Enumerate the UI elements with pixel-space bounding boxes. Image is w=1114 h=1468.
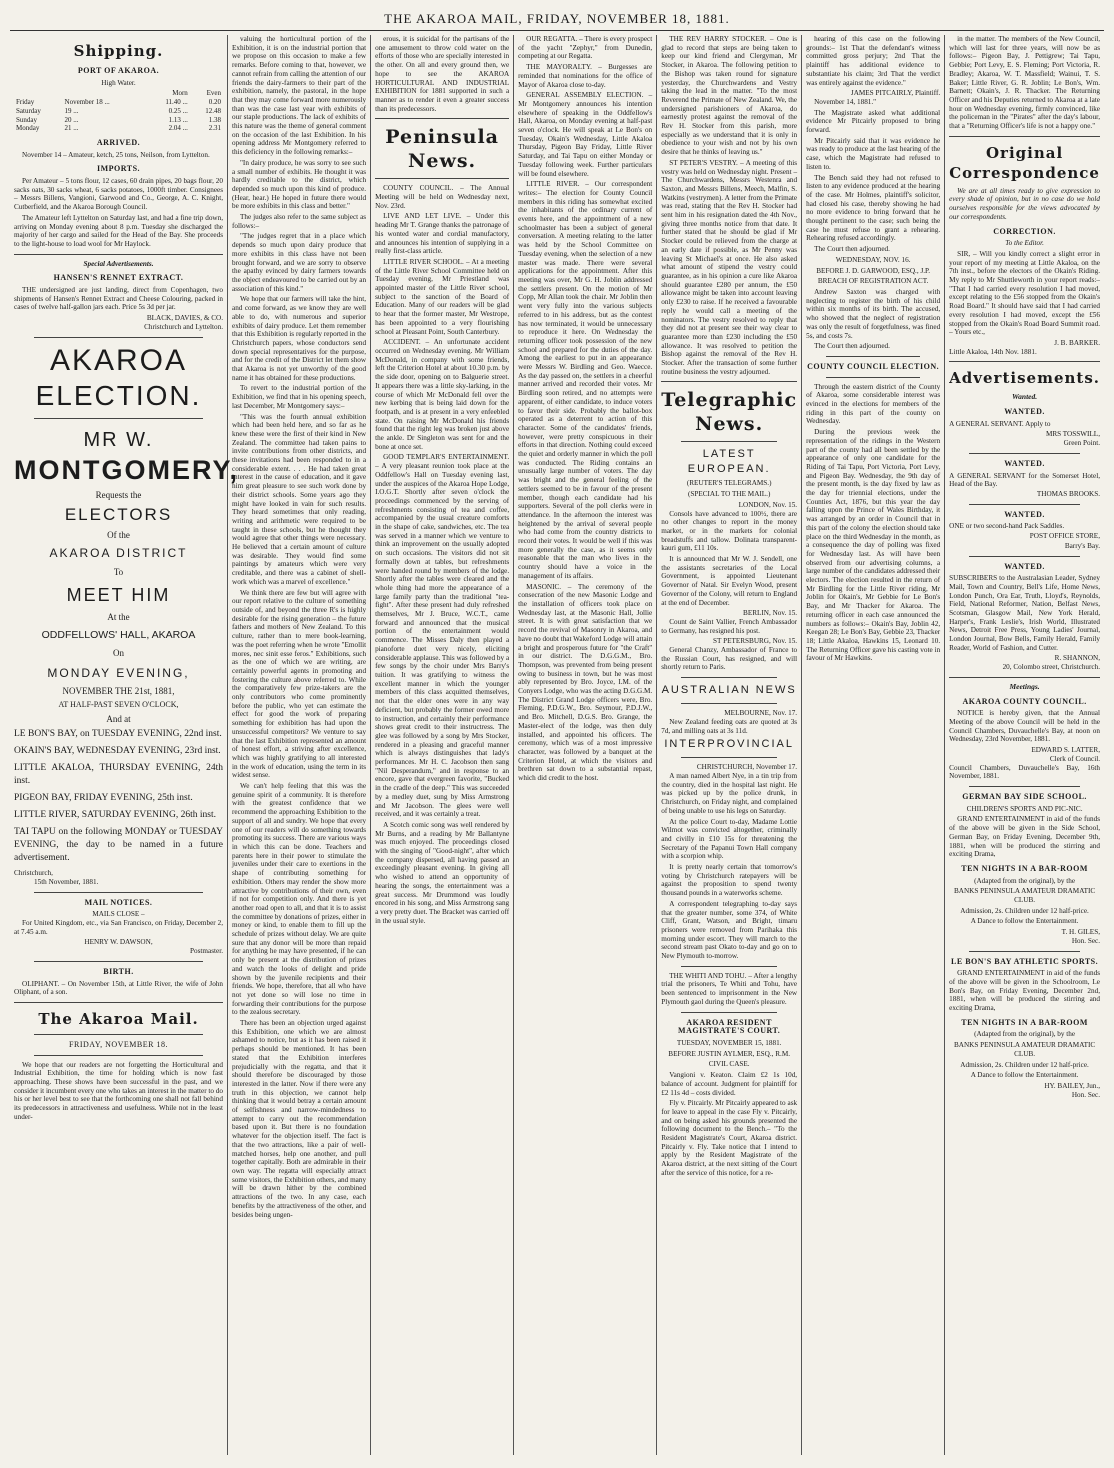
dateline: MELBOURNE, Nov. 17. [724, 709, 798, 718]
lebons-heading: LE BON'S BAY ATHLETIC SPORTS. [951, 956, 1099, 966]
news-item: LITTLE RIVER SCHOOL. – At a meeting of the Little River School Committee held on Tuesday evening, Mr Priestland was appointed master of the Little River school, subject to the sanction of the Board of Education. Many of our readers will be glad to hear that the former master, Mr Westrope, has been appointed to a very flourishing school at Pleasant Point, South Canterbury. [375, 257, 510, 336]
court-text: November 14, 1881." [814, 97, 877, 106]
peninsula-news-heading: Peninsula News. [385, 126, 499, 173]
divider [681, 441, 777, 442]
divider [681, 677, 777, 678]
advert-sign-place: Barry's Bay. [1064, 541, 1100, 550]
arrived-text: November 14 – Amateur, ketch, 25 tons, Neilson, from Lyttelton. [22, 150, 210, 159]
council-heading: AKAROA COUNTY COUNCIL. [962, 696, 1087, 706]
correction-sign: J. B. BARKER. [1054, 338, 1100, 347]
advert-heading: WANTED. [1004, 407, 1045, 417]
telegram-text: THE WHITI AND TOHU. – After a lengthy trial the prisoners, Te Whiti and Tohu, have been sentenced to imprisonment in the New Plymouth gaol during the Queen's pleasure. [661, 971, 798, 1006]
article-paragraph: There has been an objection urged against this Exhibition, one which we are almost ashamed to notice, but as it has been raised it perhaps should be mentioned. It has been stated that the Exhibition interferes prejudicially with the regatta, and that it should therefore be discouraged by those interested in the latter. Now if there were any truth in this objection, we cannot help thinking that it would betray a certain amount of selfishness and narrow-mindedness to attempt to carry out the recommendation based upon it. But there is no foundation whatever for the objection itself. The fact is that the two attractions, like a pair of well-matched horses, help one another, and pull together capitally. Both are admirable in their own way. The regatta will especially attract some visitors, the Exhibition others, and many will be drawn hither by the combined attractions of the two. In any case, each benefits by the attractiveness of the other, and besides being ungen- [232, 1019, 367, 1219]
special-ads-heading: Special Advertisements. [83, 259, 154, 268]
interprovincial-heading: INTERPROVINCIAL [664, 738, 794, 751]
hansen-text: THE undersigned are just landing, direct from Copenhagen, two shipments of Hansen's Rennet Extract and Cheese Colouring, packed in cases of twelve half-gallon jars each. Price 5s 3d per jar. [14, 286, 223, 312]
birth-text: OLIPHANT. – On November 15th, at Little River, the wife of John Oliphant, of a son. [14, 979, 223, 997]
chch-place: Christchurch, [14, 869, 53, 878]
and-at-text: And at [106, 713, 131, 724]
district-heading: AKAROA DISTRICT [49, 545, 188, 560]
hall-text: ODDFELLOWS' HALL, AKAROA [41, 629, 196, 642]
article-paragraph: valuing the horticultural portion of the Exhibition, it is on the industrial portion that we propose on this occasion to make a few remarks. Before coming to that, however, we cannot refrain from calling the attention of our friends the dairy-farmers to their part of the exhibition, namely, the pastoral, in the hope that they may come forward more numerously than was the case last year with exhibits of our staple productions. The lack of exhibits of this nature was the theme of general comment on the occasion of the last Exhibition. In his opening address Mr Montgomery referred to this deficiency in the following remarks:– [232, 35, 367, 157]
correspondence-disclaimer: We are at all times ready to give expression to every shade of opinion, but in no case do we hold ourselves responsible for the views advocated by our correspondents. [949, 186, 1100, 221]
divider [34, 337, 203, 338]
article-paragraph: We can't help feeling that this was the genuine spirit of a community. It is therefore with the greatest confidence that we recommend the approaching Exhibition to the support of all and sundry. We hope that every one of our readers will do something towards promoting its success. There are various ways in which this can be done. Teachers and parents here in their power to stimulate the juveniles under their care to exertions in the shape of contributing something for exhibition. Others may render the show more attractive by contributions of their own, even if not for competition only. And there is yet another road open to all, and that it is to assist the committee by donations of prizes, either in money or kind, to enable them to fill up the schedule of prizes without delay. We are quite sure that any donor will be more than repaid for anything he may have presented, if he can only be present at the distribution of prizes and watch the looks of delight and pride shown by the juvenile recipients and their friends. We hope, therefore, that all who have not yet done so will lose no time in forwarding their contributions for the purpose to the zealous secretary. [232, 782, 367, 1017]
wednesday-heading: WEDNESDAY, NOV. 16. [835, 255, 911, 264]
divider [34, 418, 203, 419]
news-item: GENERAL ASSEMBLY ELECTION. – Mr Montgomery announces his intention elsewhere of speaking in the Oddfellow's Hall, Akaroa, on Monday evening at half-past seven o'clock. He will speak at Le Bon's on Tuesday, Okain's Wednesday, Little Akaloa Thursday, Pigeon Bay Friday, Little River Saturday, and Tai Tapu on either Monday or Tuesday following week. Further particulars will be found elsewhere. [518, 91, 653, 178]
news-item: ST PETER'S VESTRY. – A meeting of this vestry was held on Wednesday night. Present – The Churchwardens, Messrs Westenra and Saxton, and Messrs Billens, Meech, Malfin, S. Watkins (vestrymen). A letter from the Primate was read, stating that the Rev H. Stocker had sent him in his resignation dated the 4th Nov., giving three months notice from that date. It further stated that he should be glad if Mr Stocker could be relieved from the charge at an early date if possible, as Mr Penny was leaving St Michael's at once. He also asked what amount of stipend the vestry could guarantee, as in his opinion a cure like Akaroa should guarantee £280 per annum, the £50 allowance might be taken into account leaving only £230 to raise. If he received a favourable reply he would call a meeting of the nominators. The vestry resolved to reply that they did not at present see their way clear to guarantee more than £230 including the £50 allowance. It was resolved to petition the Bishop against the removal of the Rev H. Stocker. After the transaction of some further routine business the vestry adjourned. [661, 158, 798, 376]
council-place: Council Chambers, Duvauchelle's Bay, 16th November, 1881. [949, 763, 1100, 781]
date-text: NOVEMBER THE 21st, 1881, [62, 686, 175, 697]
court-text: Vangioni v. Keaton. Claim £2 1s 10d, balance of account. Judgment for plaintiff for £2 11s 4d – costs divided. [661, 1071, 798, 1097]
breach-heading: BREACH OF REGISTRATION ACT. [817, 277, 929, 286]
divider [826, 356, 920, 357]
county-text: in the matter. The members of the New Council, which will last for three years, will now be as follows:– Pigeon Bay, J. Pettigrew; Tai Tapu, Gebbie; Port Levy, E. S. Fleming; Port Victoria, R. Bradley; Akaroa, W. T. Massfield; Wainui, T. S. Baker; Little River, G. R. Joblin; Le Bon's, Wm. Barnett; Okain's, J. R. Thacker. The Returning Officer and his Deputies returned to Akaroa at a late hour on Wednesday evening, firmly convinced, like the policeman in the "Pirates" after the day's labour, that a "Returning Officer's life is not a happy one." [949, 35, 1100, 131]
divider [969, 786, 1080, 787]
school-text: GRAND ENTERTAINMENT in aid of the funds of the above will be given in the Side School, German Bay, on Friday Evening, December 9th, 1881, when will be produced the stirring and exciting Drama, [949, 815, 1100, 859]
advert-heading: WANTED. [1004, 458, 1045, 468]
adapted-text: (Adapted from the original), by the [974, 1030, 1076, 1039]
editorial-date: FRIDAY, NOVEMBER 18. [69, 1039, 168, 1049]
club-name: BANKS PENINSULA AMATEUR DRAMATIC CLUB. [954, 887, 1096, 905]
council-sign: EDWARD S. LATTER, [1031, 746, 1100, 755]
column-3 [371, 35, 514, 1455]
breach-text: Andrew Saxton was charged with neglecting to register the birth of his child within six months of its birth. The accused, who showed that the neglect of registration was only the result of forgetfulness, was fined 5s, and costs 7s. [806, 287, 941, 340]
news-item: THE REV HARRY STOCKER. – One is glad to record that steps are being taken to keep our kind friend and Clergyman, Mr Stocker, in Akaroa. The following petition to the Bishop was taken round for signature yesterday, the Churchwardens and Vestry taking the lead in the matter. "To the most Reverend the Primate of New Zealand. We, the undersigned parishioners of Akaroa, do earnestly protest against the removal of the Rev H. Stocker from this parish, more especially as we understand that it is only in obedience to your wish and not by his own desire that he thinks of leaving us." [661, 35, 798, 157]
news-item: LIVE AND LET LIVE. – Under this heading Mr T. Grange thanks the patronage of his wonted water and cordial manufactory, and announces his intention of supplying in a really first-class article. [375, 212, 510, 256]
divider [969, 556, 1080, 557]
county-election-heading: COUNTY COUNCIL ELECTION. [807, 361, 940, 371]
latest-european-heading: LATEST EUROPEAN. [687, 448, 771, 476]
special-label: (SPECIAL TO THE MAIL.) [687, 490, 771, 499]
telegram-text: New Zealand feeding oats are quoted at 3s 7d, and milling oats at 3s 11d. [661, 717, 798, 735]
dateline: LONDON, Nov. 15. [738, 500, 798, 509]
to-editor: To the Editor. [1005, 239, 1044, 248]
montgomery-heading: MONTGOMERY, [14, 454, 240, 485]
article-paragraph: To revert to the industrial portion of the Exhibition, we find that in his opening speech, last December, Mr Montgomery says:– [232, 384, 367, 410]
news-item: A Scotch comic song was well rendered by Mr Burns, and a reading by Mr Ballantyne was much enjoyed. The proceedings closed with the singing of "Good-night", after which the company dispersed, all having passed an exceedingly pleasant evening. In giving all who wished to attend an opportunity of hearing the songs, the entertainment was a great success. Mr Drummond was loudly encored in his song, and Miss Armstrong sang a very pretty duet. The Bracket was carried off in the usual style. [375, 820, 510, 925]
masthead: THE AKAROA MAIL, FRIDAY, NOVEMBER 18, 1881. [10, 8, 1104, 31]
divider [34, 1034, 203, 1035]
wanted-section-heading: Wanted. [1012, 392, 1038, 402]
divider [949, 677, 1100, 678]
tide-col-morn: Morn [172, 89, 188, 98]
correction-heading: CORRECTION. [993, 226, 1056, 236]
admission-text: Admission, 2s. Children under 12 half-price. [960, 1060, 1089, 1069]
advert [949, 408, 1100, 448]
divider [14, 254, 223, 255]
editorial-text: We hope that our readers are not forgetting the Horticultural and Industrial Exhibition, the time for holding which is now fast approaching. These shows have been successful in the past, and we consider it incumbent every one who takes an interest in the matter to do his or her level best to see that the forthcoming one shall not fall behind its predecessors in attractiveness and usefulness. While not in the least under- [14, 1060, 223, 1121]
column-4 [514, 35, 657, 1455]
court-sign: JAMES PITCAIRLY, Plaintiff. [850, 89, 941, 98]
tide-row: Monday 21 ... 2.04 ... 2.31 [16, 124, 221, 133]
hansen-heading: HANSEN'S RENNET EXTRACT. [53, 273, 184, 283]
tide-row: Sunday 20 ... 1.13 ... 1.38 [16, 115, 221, 124]
australian-news-heading: AUSTRALIAN NEWS [661, 684, 797, 697]
dateline: ST PETERSBURG, Nov. 15. [713, 637, 798, 646]
election-heading: ELECTION. [35, 379, 202, 411]
bar-room-title: TEN NIGHTS IN A BAR-ROOM [961, 1017, 1088, 1027]
school-heading: GERMAN BAY SIDE SCHOOL. [962, 792, 1087, 801]
tide-table [14, 89, 223, 133]
advert-body: A GENERAL SERVANT for the Somerset Hotel, Head of the Bay. [949, 471, 1100, 489]
divider [375, 118, 509, 119]
news-item: LITTLE RIVER. – Our correspondent writes:– The election for County Council members in this riding has somewhat excited the inhabitants of the ordinary current of events here, and the appointment of a new schoolmaster has been a subject of general conversation. A meeting relating to the latter was held by the School Committee on Tuesday evening, when the selection of a new master was made. There were several applications for the appointment. After this meeting was over, Mr G. H. Joblin addressed the settlers present. On the motion of Mr Copp, Mr Allan took the chair. Mr Joblin then went very fully into the various subjects referred to in his address, but as the contest has now terminated, it would be unnecessary to reproduce it here. On Wednesday the returning officer took possession of the new school and prepared for the duties of the day. Among the earliest to put in an appearance were Messrs W. Birdling and Geo. Waecce. As the day passed on, the settlers in a cheerful manner arrived and recorded their votes. Mr Birdling soon retired, and no attempts were apparent, of either candidate, to induce voters to favor their side. Probably the ballot-box operated as a deterrent to action of this character. Some of the candidates' friends, however, were pretty conspicuous in their efforts in that direction. Nothing could exceed the quiet and orderly manner in which the poll was conducted. The Riding contains an unusually large number of voters. The day was bright and the general feeling of the settlers seemed to be in favour of the present member, though each candidate had his supporters. Several of the poll clerks were in attendance. In the afternoon the interest was heightened by the arrival of several people who had come from the country districts to record their votes. It would be well if this was more generally the case, as it seems only reasonable that the man who lives in the country should have a voice in the management of its affairs. [518, 180, 653, 580]
divider [34, 892, 203, 893]
rm-court-heading: AKAROA RESIDENT MAGISTRATE'S COURT. [678, 1017, 781, 1036]
council-sign-title: Clerk of Council. [1049, 754, 1100, 763]
at-the-text: At the [107, 611, 130, 622]
column-2 [228, 35, 371, 1455]
divider [34, 1055, 203, 1056]
column-7 [945, 35, 1104, 1455]
divider [681, 966, 777, 967]
news-item: ACCIDENT. – An unfortunate accident occurred on Wednesday evening. Mr William McDonald, in company with some friends, left the Criterion Hotel at about 10.30 p.m. by the side door, opening on to Balguerie street. It appears there was a little sky-larking, in the course of which Mr McDonald fell over the new kerbing that is being laid down for the footpath, and is at present in a very enfeebled state. On raising Mr McDonald his friends found that the right leg was broken just above the ankle. Dr Singleton was sent for and the bone at once set. [375, 338, 510, 451]
meeting-item: LITTLE RIVER, SATURDAY EVENING, 26th inst. [14, 810, 216, 821]
mail-notices-heading: MAIL NOTICES. [84, 897, 153, 907]
club-name: BANKS PENINSULA AMATEUR DRAMATIC CLUB. [954, 1041, 1096, 1058]
telegram-text: A correspondent telegraphing to-day says that the greater number, some 374, of White Cliff, Grant, Watson, and Bright, timaru prisoners were removed from Parihaka this morning under escort. They will march to the second stream past Okato to-day and go on to New Plymouth to-morrow. [661, 899, 798, 961]
news-item: GOOD TEMPLAR'S ENTERTAINMENT. – A very pleasant reunion took place at the Oddfellow's Hall on Tuesday evening last, under the auspices of the Akaroa Hope Lodge, I.O.G.T. Shortly after seven o'clock the proceedings commenced by the serving of refreshments consisting of tea and coffee, accompanied by the usual creature comforts in the shape of cake, sandwiches, etc. The tea was served in a manner which we venture to think an improvement on the usually adopted on such occasions. The visitors did not sit formally down at tables, but refreshments were handed round by members of the lodge. Shortly after the tables were cleared and the whole thing had more the appearance of a large family party than the traditional "tea-fight". After these present had duly refreshed themselves, Mr J. Bruce, W.C.T., came forward and announced that the musical portion of the entertainment would commence. The Misses Daly then played a pianoforte duet very nicely, eliciting considerable applause. This was followed by a few songs by the choir under Mrs Barry's tuition. It was gratifying to witness the excellent manner in which the younger members of this class acquitted themselves, not that the elder ones were in any way deficient, but probably the former owed more to instruction, and certainly their performance shows great credit to their instructress. The glee was followed by a song by Mrs Stocker, rendered in a pleasing and graceful manner which is always distinguishes that lady's performances. Mr H. C. Jacobson then sang "Nil Desperandum," and in response to an encore, gave that evergreen favorite, "Bucked in the cradle of the deep." This was succeeded by a medley duet, sung by Miss Armstrong and Mr Jacobson. The glees were well received, and it was certainly a treat. [375, 453, 510, 819]
article-paragraph: "In dairy produce, he was sorry to see such a small number of exhibits. He thought it was hardly creditable to the district, which depended so much upon this kind of produce. (Hear, hear.) He hoped in future there would be more exhibits in this class and better." [232, 158, 367, 211]
news-item: OUR REGATTA. – There is every prospect of the yacht "Zephyr," from Dunedin, competing at our Regatta. [518, 35, 653, 61]
divider [949, 361, 1100, 362]
meetings-heading: Meetings. [1009, 681, 1040, 691]
news-item: COUNTY COUNCIL. – The Annual Meeting will be held on Wednesday next, Nov. 23rd. [375, 184, 510, 210]
telegram-text: It is pretty nearly certain that tomorrow's voting by Christchurch ratepayers will be against the proposition to spend twenty thousand pounds in a waterworks scheme. [661, 863, 798, 898]
dateline: CHRISTCHURCH, November 17. [696, 763, 798, 772]
court-text: hearing of this case on the following grounds:– 1st That the defendant's witness committed gross perjury; 2nd That the plaintiff has additional evidence to substantiate his claim; 3rd That the verdict was entirely against the evidence." [806, 35, 941, 87]
telegraphic-news-heading: Telegraphic News. [661, 389, 798, 436]
advert-sign: MRS TOSSWILL, [1045, 429, 1100, 438]
secretary-title: Hon. Sec. [1071, 1090, 1100, 1099]
rm-court-date: TUESDAY, NOVEMBER 15, 1881. [676, 1038, 782, 1047]
akaroa-heading: AKAROA [49, 343, 188, 377]
news-item: MASONIC. – The ceremony of the consecration of the new Masonic Lodge and the installation of officers took place on Wednesday last, at the Masonic Hall, Jollie street. It is with great satisfaction that we record the revival of Masonry in Akaroa, and have no doubt that Wakeford Lodge will attain a bright and prosperous future for "the Craft" in our district. The D.G.G.M., Bro. Thompson, was prevented from being present owing to business in town, but he was most ably represented by Bro. Joyce, I.M. of the Conyers Lodge, who was the acting D.G.G.M. The District Grand Lodge officers were, Bro. Fleming, P.D.G.W., Bro. Seymour, P.D.J.W., and Bro. Mitchell, D.G.S. Bro. Grange, the Master-elect of the lodge, was then duly installed, and appointed his officers. The ceremony, which was of a most impressive character, was followed by a banquet at the Criterion Hotel, at which the visitors and brethren sat down to a substantial repast, which did credit to the host. [518, 582, 653, 783]
county-text: Through the eastern district of the County of Akaroa, some considerable interest was evinced in the elections for members of the riding in this part of the county on Wednesday. [806, 382, 941, 426]
akaroa-mail-heading: The Akaroa Mail. [38, 1009, 199, 1028]
on-text: On [113, 648, 124, 659]
advert-sign-place: Green Point. [1063, 439, 1100, 448]
column-5 [657, 35, 802, 1455]
divider [14, 1002, 223, 1003]
advert-body: ONE or two second-hand Pack Saddles. [949, 522, 1065, 531]
court-adjourned: The Court then adjourned. [814, 342, 890, 351]
adapted-text: (Adapted from the original), by the [974, 876, 1076, 885]
divider [34, 961, 203, 962]
divider [681, 1012, 777, 1013]
original-correspondence-heading: Original Correspondence [949, 143, 1100, 182]
article-paragraph: We think there are few but will agree with our report relative to the culture of something outside of, and beyond the three R's is highly desirable for the rising generation – the future fathers and mothers of New Zealand. To this culture, rather than to mere book-learning, was the poet referring when he wrote "Emollit mores, nec sinit esse feros." Exhibitions, such as the one of which we are writing, are certainly powerful agents in promoting and fostering the culture above referred to. While the comparatively few prize-takers are the only contributors who come prominently before the public, who yet can estimate the effect for good the work of preparing something for exhibition has had upon the unsuccessful competitors? We venture to say that the last Exhibition represented an amount of honest effort, a striving after excellence, which was highly gratifying to all interested in the work of education, using the term in its widest sense. [232, 588, 367, 780]
tide-row: Saturday 19 ... 0.25 ... 12.48 [16, 106, 221, 115]
news-item: THE MAYORALTY. – Burgesses are reminded that nominations for the office of Mayor of Akaroa close to-day. [518, 63, 653, 89]
correction-date: Little Akaloa, 14th Nov. 1881. [949, 347, 1037, 356]
advert-heading: WANTED. [1004, 509, 1045, 519]
advert-sign: POST OFFICE STORE, [1029, 532, 1100, 541]
county-text: During the previous week the representation of the ridings in the Western part of the county had all been settled by the appearance of only one candidate for the Riding of Tai Tapu, Port Victoria, Port Levy, and Pigeon Bay. Wednesday, the 9th day of the present month, is the day fixed by law as the day for triennial elections, under the Counties Act, 1876, but this year the day falling upon the Prince of Wales Birthday, it was arranged by an order in Council that in this part of the colony the election should take place on the third Wednesday in the month, as a consequence the day of polling was fixed for Wednesday last. As will have been observed from our advertising columns, a large number of the candidates addressed their electors. The election resulted in the return of Mr Birdling for the Little River riding, Mr Joblin for Okain's, Mr Gebbie for Le Bon's Bay, and Mr Thacker for Akaroa. The returning officer in each case announced the numbers as follows:– Okain's Bay, Joblin 42, Keegan 28; Le Bon's Bay, Gebbie 23, Thacker 18; Little Akaloa, Hawkins 15, Leonard 10. The Returning Officer gave his casting vote in favour of Mr Hawkins. [806, 428, 941, 663]
article-paragraph: "The judges regret that in a place which depends so much upon dairy produce that more exhibits in this class have not been brought forward, and we are sorry to observe the apathy evinced by dairy farmers towards the object endeavoured to be carried out by an association of this kind." [232, 232, 367, 293]
divider [826, 377, 920, 378]
imports-heading: IMPORTS. [96, 164, 141, 174]
divider [681, 703, 777, 704]
arrived-heading: ARRIVED. [96, 137, 141, 147]
shipping-title: Shipping. [73, 42, 164, 60]
rm-court-before: BEFORE JUSTIN AYLMER, ESQ., R.M. [668, 1049, 791, 1058]
advert-sign: THOMAS BROOKS. [1036, 490, 1100, 499]
article-paragraph: "This was the fourth annual exhibition which had been held here, and so far as he knew these were the first of their kind in New Zealand. The committee had taken pains to invite contributions from other districts, and these invitations had been responded to in a considerable extent. . . . He had taken great interest in the cause of education, and it gave him great pleasure to see such work done by their district schools. Some years ago they might have looked in vain for such results. They heard sometimes that only reading, writing and arithmetic were required to be taught in these schools, but he thought they would agree that other things were necessary. He believed that a certain amount of culture was desirable. They would find some paintings by amateurs which were very creditable, and there was a cabinet of shell-work which was a marvel of excellence." [232, 412, 367, 586]
article-paragraph: We hope that our farmers will take the hint, and come forward, as we know they are well able to do, with numerous and superior exhibits of dairy produce. Let them remember that this Exhibition is regularly reported in the Christchurch papers, whose conductors send down special representatives for the purpose, and for the credit of the District let them show that Akaroa is not yet unworthy of the good name it has obtained for these productions. [232, 295, 367, 382]
meet-heading: MEET HIM [66, 584, 171, 605]
divider [375, 178, 509, 179]
correction-text: SIR, – Will you kindly correct a slight error in your report of my meeting at Little Akaloa, on the 7th inst., before the electors of the Okain's Riding. My reply to Mr Shuttleworth in your report reads:– "That I had carried every resolution I had moved, except relating to the £56 stopped from the Okain's Road Board." It should have said that I had carried every resolution I had moved, except the £56 stopped from the Okain's Road Board Summit road. – Yours etc., [949, 249, 1100, 337]
advert-sign-place: 20, Colombo street, Christchurch. [1002, 663, 1100, 672]
imports-text: Per Amateur – 5 tons flour, 12 cases, 60 drain pipes, 20 bags flour, 20 sacks oats, 30 sacks wheat, 6 sacks potatoes, 1000ft timber. Consignees – Messrs Billens, Vangioni, Garwood and Co., George, A. C. Knight, Cutberfield, and the Akaroa Borough Council. [14, 177, 223, 212]
meeting-item: PIGEON BAY, FRIDAY EVENING, 25th inst. [14, 793, 193, 804]
telegram-text: Count de Saint Vallier, French Ambassador to Germany, has resigned his post. [661, 617, 798, 635]
secretary-name: T. H. GILES, [1061, 928, 1100, 937]
divider [969, 453, 1080, 454]
article-paragraph: erous, it is suicidal for the partisans of the one amusement to throw cold water on the efforts of those who are specially interested in the other. On all and every ground then, we hope to see the AKAROA HORTICULTURAL AND INDUSTRIAL EXHIBITION for 1881 supported in such a manner as to render it even a greater success than its predecessors. [375, 35, 510, 113]
high-water-label: High Water. [101, 78, 136, 87]
divider [661, 381, 797, 382]
advert-body: A GENERAL SERVANT. Apply to [949, 419, 1051, 428]
meeting-list [14, 728, 223, 865]
postmaster-title: Postmaster. [190, 947, 223, 956]
telegram-text: A man named Albert Nye, in a tin trip from the country, died in the hospital last night. He was picked up by the police drunk, in Christchurch, on Friday night, and complained of being unable to use his legs on Saturday. [661, 772, 798, 815]
electors-heading: ELECTORS [64, 505, 173, 525]
advert [949, 563, 1100, 672]
mail-text: For United Kingdom, etc., via San Francisco, on Friday, December 2, at 7.45 a.m. [14, 919, 223, 936]
article-paragraph: The judges also refer to the same subject as follows:– [232, 213, 367, 230]
meeting-item: OKAIN'S BAY, WEDNESDAY EVENING, 23rd inst. [14, 746, 221, 757]
advertisements-heading: Advertisements. [949, 369, 1100, 388]
meeting-item: TAI TAPU on the following MONDAY or TUESDAY EVENING, the day to be named in a future advertisement. [14, 827, 223, 864]
hansen-sign-place: Christchurch and Lyttelton. [144, 322, 223, 331]
advert [949, 460, 1100, 499]
school-subheading: CHILDREN'S SPORTS AND PIC-NIC. [966, 804, 1083, 813]
court-text: The Magistrate asked what additional evidence Mr Pitcairly proposed to bring forward. [806, 108, 941, 135]
to-text: To [113, 566, 124, 577]
before-heading: BEFORE J. D. GARWOOD, ESQ., J.P. [816, 266, 931, 275]
mails-close: MAILS CLOSE – [92, 910, 145, 919]
court-text: Fly v. Pitcairly. Mr Pitcairly appeared to ask for leave to appeal in the case Fly v. Pitcairly, and on being asked his grounds presented the following document to the Bench.– "To the Resident Magistrate's Court, Akaroa district. Pitcairly v. Fly. Take notice that I intend to apply by the Resident Magistrate of the Akaroa district, at the next sitting of the Court after the service of this notice, for a re- [661, 1099, 798, 1177]
divider [969, 951, 1080, 952]
court-text: The Bench said they had not refused to listen to any evidence produced at the hearing of the case. Mr Holmes, plaintiff's solicitor, had closed his case, thereby showing he had no more evidence to bring forward that he thought pertinent to the case; such being the case he must refuse to grant a rehearing. Rehearing refused accordingly. [806, 173, 941, 243]
secretary-title: Hon. Sec. [1071, 936, 1100, 945]
telegram-text: Consols have advanced to 100½, there are no other changes to report in the money market, or in the markets for colonial breadstuffs and tallow. Dolinata transparent-kauri gum, £11 10s. [661, 509, 798, 553]
advert [949, 511, 1100, 551]
court-text: Mr Pitcairly said that it was evidence he was ready to produce at the last hearing of the case, which the Magistrate had refused to listen to. [806, 136, 941, 171]
amateur-text: The Amateur left Lyttelton on Saturday last, and had a fine trip down, arriving on Monday evening about 8 p.m. Tuesday she discharged the majority of her cargo and sailed for the Head of the Bay. She proceeds to the light-house to load wool for Mr Haylock. [14, 213, 223, 248]
civil-case-heading: CIVIL CASE. [708, 1060, 750, 1069]
dateline: BERLIN, Nov. 15. [743, 609, 798, 618]
columns [10, 35, 1104, 1455]
tide-col-even: Even [206, 89, 221, 98]
divider [949, 136, 1100, 137]
divider [969, 504, 1080, 505]
mr-w: MR W. [83, 428, 154, 451]
lebons-text: GRAND ENTERTAINMENT in aid of the funds of the above will be given in the Schoolroom, Le Bon's Bay, on Friday Evening, December 2nd, 1881, when will be produced the stirring and exciting Drama, [949, 969, 1100, 1013]
hansen-sign: BLACK, DAVIES, & CO. [146, 314, 223, 323]
port-heading: PORT OF AKAROA. [77, 66, 160, 75]
birth-heading: BIRTH. [103, 966, 134, 976]
court-text: The Court then adjourned. [814, 245, 890, 254]
divider [681, 757, 777, 758]
telegram-text: At the police Court to-day, Madame Lottie Wilmot was convicted altogether, criminally and civilly in £10 15s for threatening the Secretary of the Papanui Town Hall company with a scorpion whip. [661, 817, 798, 861]
postmaster-name: HENRY W. DAWSON, [84, 938, 153, 947]
telegram-text: General Chanzy, Ambassador of France to the Russian Court, has resigned, and will shortly return to Paris. [661, 646, 798, 672]
secretary-name: HY. BAILEY, Jun., [1044, 1081, 1100, 1090]
bar-room-title: TEN NIGHTS IN A BAR-ROOM [961, 863, 1088, 873]
advert-heading: WANTED. [1004, 561, 1045, 571]
requests-text: Requests the [95, 489, 142, 500]
telegram-text: It is announced that Mr W. J. Sendell, one the assistants secretaries of the Local Government, is appointed Lieutenant Governor of Natal. Sir Evelyn Wood, present Governor of the Colony, will return to England at the end of December. [661, 555, 798, 607]
dance-text: A Dance to follow the Entertainment. [970, 917, 1079, 926]
advert-sign: R. SHANNON, [1054, 653, 1100, 662]
council-text: NOTICE is hereby given, that the Annual Meeting of the above Council will be held in the Council Chambers, Duvauchelle's Bay, at noon on Wednesday, 23rd November, 1881. [949, 709, 1100, 744]
column-6 [802, 35, 945, 1455]
admission-text: Admission, 2s. Children under 12 half-price. [960, 906, 1089, 915]
dance-text: A Dance to follow the Entertainment. [970, 1071, 1079, 1080]
tide-row: Friday November 18 ... 11.40 ... 0.20 [16, 98, 221, 107]
meeting-item: LITTLE AKALOA, THURSDAY EVENING, 24th inst. [14, 763, 223, 787]
chch-date: 15th November, 1881. [34, 877, 99, 886]
reuters-label: (REUTER'S TELEGRAMS.) [686, 479, 772, 488]
monday-text: MONDAY EVENING, [47, 666, 190, 681]
advert-body: SUBSCRIBERS to the Australasian Leader, Sydney Mail, Town and Country, Bell's Life, Home News, London Punch, Ora Ear, Truth, Lloyd's, Reynolds, Field, National Reformer, Nation, Belfast News, Scotsman, Glasgow Mail, New York Herald, Harper's, Frank Leslie's, Irish World, Illustrated News, Detroit Free Press, Young Ladies' Journal, London Journal, Bow Bells, Family Herald, Family Reader, World of Fashion, and Cutter. [949, 574, 1100, 652]
time-text: AT HALF-PAST SEVEN O'CLOCK, [58, 699, 179, 709]
column-1 [10, 35, 240, 1455]
meeting-item: LE BON'S BAY, on TUESDAY EVENING, 22nd inst. [14, 729, 222, 740]
of-the-text: Of the [107, 530, 130, 541]
